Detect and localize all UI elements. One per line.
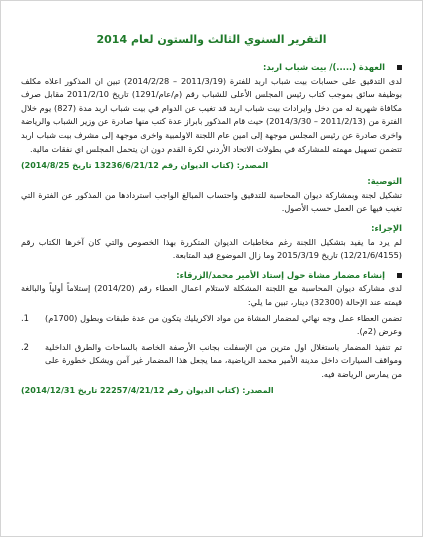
list-item-number: 2. (21, 341, 30, 352)
recommendation-heading: التوصية: (367, 176, 402, 187)
action-body: لم يرد ما يفيد بتشكيل اللجنة رغم مخاطبات الديوان المتكررة بهذا الخصوص والتي كان آخرها الكتاب رقم (12/21/6/4155) تاريخ 2015/3/19 وما زال الموضوع قيد المتابعة. (21, 236, 402, 261)
source-reference: المصدر: (كتاب الديوان رقم 13236/6/21/12 تاريخ 2014/8/25) (21, 161, 269, 171)
section-intro: لدى مشاركة ديوان المحاسبة مع اللجنة المشكلة لاستلام اعمال العطاء رقم (2014/20) إستلاماً أولياً والبالغة قيمته عند الإحالة (32300) دينار، تبين ما يلي: (21, 283, 402, 307)
section-heading-row (21, 269, 402, 283)
recommendation-body: تشكيل لجنة وبمشاركة ديوان المحاسبة للتدقيق واحتساب المبالغ الواجب استردادها من المذكور عن الفترة التي تغيب فيها عن العمل حسب الأصول. (21, 189, 402, 214)
source-reference: المصدر: (كتاب الديوان رقم 22257/4/21/12 تاريخ 2014/12/31) (21, 386, 274, 396)
section-heading-row (21, 61, 402, 75)
section-heading: إنشاء مضمار مشاة حول إستاد الأمير محمد/الزرقاء: (176, 269, 385, 280)
list-item (21, 312, 402, 339)
list-item-number: 1. (21, 312, 30, 323)
list-item-text: تم تنفيذ المضمار باستغلال اول مترين من الإسفلت بجانب الأرصفة الخاصة بالساحات والطرق الداخلية ومواقف السيارات داخل مدينة الأمير محمد الرياضية، مما يجعل هذا المضمار غير آمن ويشكل خطورة على من يمارس الرياضة فيه. (45, 341, 402, 379)
list-item (21, 341, 402, 382)
section-body: لدى التدقيق على حسابات بيت شباب اربد للفترة (2011/3/19 – 2014/2/28) تبين ان المذكور اعلاه مكلف بوظيفة سائق بموجب كتاب رئيس المجلس الأعلى للشباب رقم (م/عام/1291) تاريخ 2011/2/10 مقابل صرف مكافاة شهرية له من دخل وايرادات بيت شباب اربد قد تغيب عن الدوام في بيت شباب اربد مدة (827) يوم خلال الفترة من (2011/2/13 – 2014/3/30) حيث قام المذكور بابراز عدة كتب منها صادرة عن وزير الشباب والرياضة واخرى صادرة عن رئيس المجلس موجهة إلى امين عام اللجنة الاولمبية واخرى موجهة إلى مشرف بيت شباب اربد تتضمن تسهيل مهمته للمشاركة في بطولات الاتحاد الأردني لكرة القدم دون ان يتحمل المجلس اي نفقات مالية. (21, 75, 403, 154)
list-item-text: تضمن العطاء عمل وجه نهائي لمضمار المشاة من مواد الاكريليك يتكون من عدة طبقات وبطول (1700م) وعرض (2م). (45, 312, 402, 337)
report-content (21, 61, 402, 400)
bullet-icon (397, 273, 402, 278)
action-heading: الإجراء: (371, 222, 402, 233)
page-title: التقرير السنوي الثالث والستون لعام 2014 (96, 33, 327, 46)
section-heading: العهدة (.....)/ بيت شباب اربد: (262, 62, 385, 72)
bullet-icon (397, 65, 402, 70)
